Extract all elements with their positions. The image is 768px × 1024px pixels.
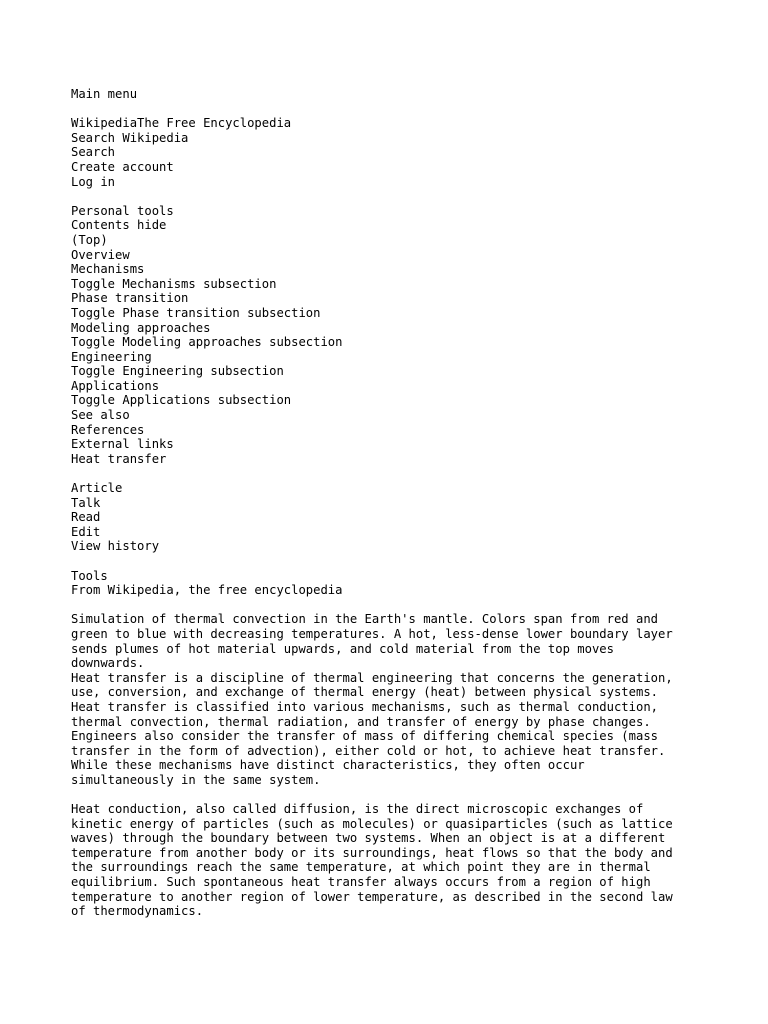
toc-item-see-also[interactable]: See also bbox=[71, 408, 130, 423]
search-input[interactable]: Search Wikipedia bbox=[71, 130, 189, 145]
toc-item-applications[interactable]: Applications bbox=[71, 378, 160, 393]
tab-edit[interactable]: Edit bbox=[71, 524, 101, 539]
toc-item-mechanisms[interactable]: Mechanisms bbox=[71, 262, 145, 277]
spacer bbox=[71, 466, 696, 481]
contents-hide-button[interactable]: Contents hide bbox=[71, 218, 167, 233]
conduction-paragraph: Heat conduction, also called diffusion, is the direct microscopic exchanges of kinetic energy of particles (such as molecules) or quasiparticles (such as lattice waves) through the boundary between two systems. When an object is at a different temperature from another body or its surroundings, heat flows so that the body and the surroundings reach the same temperature, at which point they are in thermal equilibrium. Such spontaneous heat transfer always occurs from a region of high temperature to another region of lower temperature, as described in the second law of thermodynamics. bbox=[71, 802, 673, 919]
tab-read[interactable]: Read bbox=[71, 510, 101, 525]
toggle-mechanisms-subsection-button[interactable]: Toggle Mechanisms subsection bbox=[71, 276, 277, 291]
toggle-phase-transition-subsection-button[interactable]: Toggle Phase transition subsection bbox=[71, 305, 321, 320]
spacer bbox=[71, 788, 696, 803]
spacer bbox=[71, 598, 696, 613]
log-in-link[interactable]: Log in bbox=[71, 174, 116, 189]
toggle-engineering-subsection-button[interactable]: Toggle Engineering subsection bbox=[71, 364, 284, 379]
tab-article[interactable]: Article bbox=[71, 481, 123, 496]
toc-item-top[interactable]: (Top) bbox=[71, 232, 108, 247]
toc-item-references[interactable]: References bbox=[71, 422, 145, 437]
tools-button[interactable]: Tools bbox=[71, 568, 108, 583]
toc-item-overview[interactable]: Overview bbox=[71, 247, 130, 262]
toc-item-external-links[interactable]: External links bbox=[71, 437, 174, 452]
toc-item-modeling-approaches[interactable]: Modeling approaches bbox=[71, 320, 211, 335]
page-title: Heat transfer bbox=[71, 451, 167, 466]
search-button[interactable]: Search bbox=[71, 145, 116, 160]
toc-item-engineering[interactable]: Engineering bbox=[71, 349, 152, 364]
personal-tools-button[interactable]: Personal tools bbox=[71, 203, 174, 218]
toc-item-phase-transition[interactable]: Phase transition bbox=[71, 291, 189, 306]
create-account-link[interactable]: Create account bbox=[71, 159, 174, 174]
spacer bbox=[71, 554, 696, 569]
intro-paragraph: Heat transfer is a discipline of thermal engineering that concerns the generation, use, conversion, and exchange of thermal energy (heat) between physical systems. Heat transfer is classified into various mechanisms, such as thermal conduction, thermal convection, thermal radiation, and transfer of energy by phase changes. Engineers also consider the transfer of mass of differing chemical species (mass transfer in the form of advection), either cold or hot, to achieve heat transfer. While these mechanisms have distinct characteristics, they often occur simultaneously in the same system. bbox=[71, 670, 673, 787]
image-caption: Simulation of thermal convection in the Earth's mantle. Colors span from red and green to blue with decreasing temperatures. A hot, less-dense lower boundary layer sends plumes of hot material upwards, and cold material from the top moves downwards. bbox=[71, 612, 673, 671]
toggle-applications-subsection-button[interactable]: Toggle Applications subsection bbox=[71, 393, 292, 408]
site-tagline: From Wikipedia, the free encyclopedia bbox=[71, 583, 343, 598]
spacer bbox=[71, 102, 696, 117]
wikipedia-logo-link[interactable]: WikipediaThe Free Encyclopedia bbox=[71, 116, 292, 131]
toggle-modeling-approaches-subsection-button[interactable]: Toggle Modeling approaches subsection bbox=[71, 335, 343, 350]
main-menu-button[interactable]: Main menu bbox=[71, 87, 138, 101]
tab-talk[interactable]: Talk bbox=[71, 495, 101, 510]
tab-view-history[interactable]: View history bbox=[71, 539, 160, 554]
spacer bbox=[71, 189, 696, 204]
